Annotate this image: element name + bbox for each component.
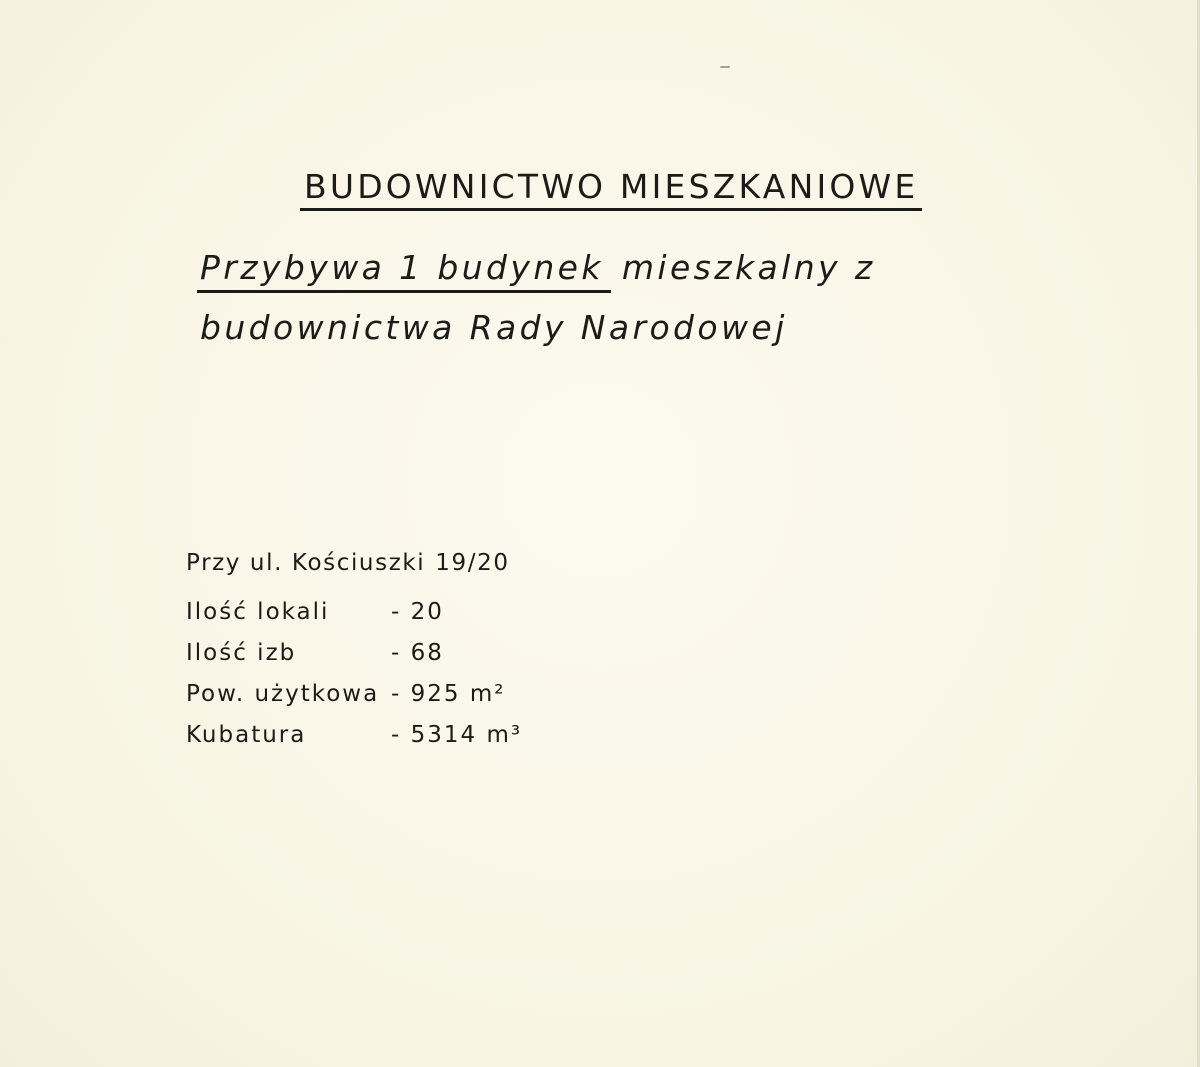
stat-label: Kubatura	[186, 722, 307, 748]
stat-value: - 5314 m³	[391, 722, 523, 748]
title-underline	[300, 208, 922, 211]
subtitle-underline	[197, 290, 611, 293]
subtitle-line-2: budownictwa Rady Narodowej	[200, 308, 788, 347]
ink-speck	[720, 66, 730, 68]
page-title: BUDOWNICTWO MIESZKANIOWE	[304, 167, 919, 206]
stat-value: - 20	[391, 599, 444, 625]
subtitle-line-1	[200, 248, 876, 287]
subtitle-rest: mieszkalny z	[621, 248, 876, 287]
address-line	[186, 552, 510, 575]
stat-label: Pow. użytkowa	[186, 681, 380, 707]
address-number: 19/20	[435, 550, 510, 576]
subtitle-underlined-part: Przybywa 1 budynek	[200, 248, 604, 287]
stat-label: Ilość lokali	[186, 599, 330, 625]
stat-value: - 925 m²	[391, 681, 506, 707]
stat-label: Ilość izb	[186, 640, 297, 666]
stat-value: - 68	[391, 640, 444, 666]
address-street: Przy ul. Kościuszki	[186, 550, 426, 576]
